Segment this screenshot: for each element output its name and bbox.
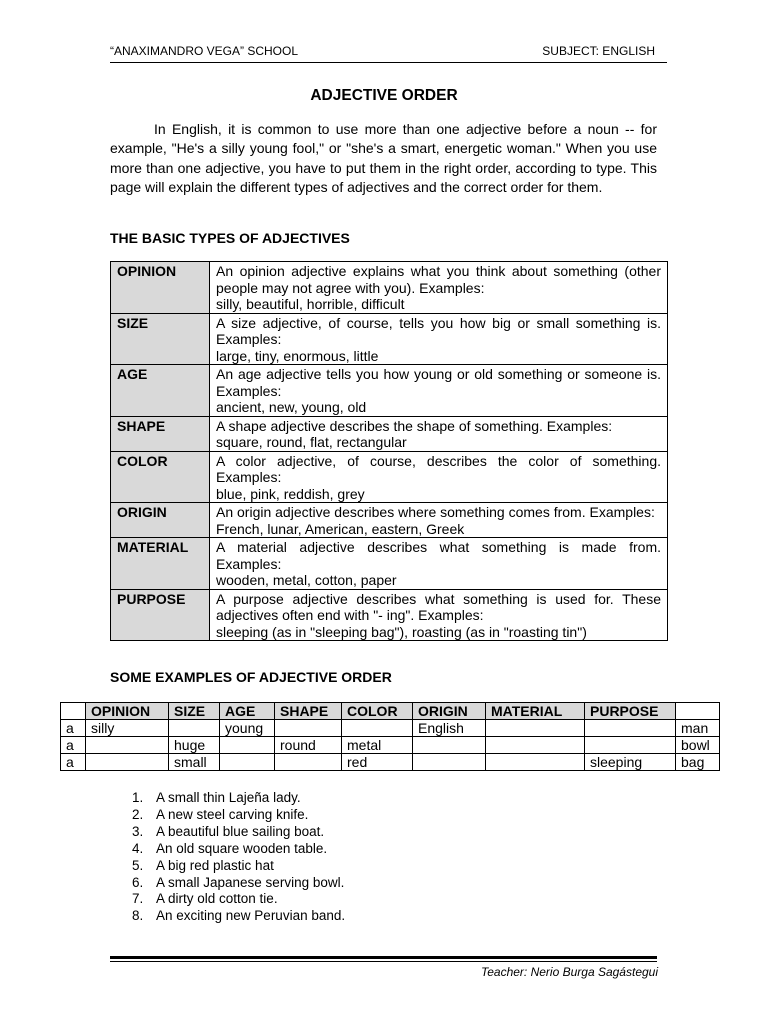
type-name: PURPOSE (111, 589, 210, 641)
type-name: SHAPE (111, 416, 210, 451)
table-cell (342, 720, 413, 737)
item-number: 1. (132, 790, 144, 805)
intro-paragraph (110, 120, 657, 198)
table-row (111, 416, 668, 451)
table-row (61, 720, 720, 737)
item-number: 2. (132, 806, 144, 822)
item-text: An old square wooden table. (156, 840, 328, 856)
table-row (111, 503, 668, 538)
table-row (61, 754, 720, 771)
table-row (111, 262, 668, 314)
type-desc-text: A size adjective, of course, tells you how big or small something is. Examples: (216, 314, 661, 347)
table-cell (275, 720, 342, 737)
column-header: SHAPE (275, 703, 342, 720)
column-header: SIZE (169, 703, 220, 720)
type-name: OPINION (111, 262, 210, 314)
table-cell: a (61, 737, 86, 754)
item-text: A beautiful blue sailing boat. (156, 823, 325, 839)
table-cell: huge (169, 737, 220, 754)
footer-rule (110, 956, 657, 959)
type-desc-text: A color adjective, of course, describes the color of something. Examples: (216, 452, 661, 485)
table-cell (486, 754, 585, 771)
subject-label: SUBJECT: ENGLISH (542, 44, 655, 58)
column-header: COLOR (342, 703, 413, 720)
type-name: COLOR (111, 451, 210, 503)
type-description (210, 416, 668, 451)
teacher-name: Teacher: Nerio Burga Sagástegui (481, 965, 658, 979)
item-number: 7. (132, 891, 144, 907)
column-header: ORIGIN (413, 703, 486, 720)
type-description (210, 503, 668, 538)
type-examples: silly, beautiful, horrible, difficult (216, 296, 405, 312)
table-cell (486, 737, 585, 754)
type-name: MATERIAL (111, 538, 210, 590)
item-number: 3. (132, 823, 144, 839)
table-row (111, 589, 668, 641)
list-item (132, 875, 345, 892)
item-text: A small Japanese serving bowl. (156, 874, 345, 890)
type-description (210, 313, 668, 365)
type-name: SIZE (111, 313, 210, 365)
column-header (61, 703, 86, 720)
table-cell: a (61, 720, 86, 737)
type-examples: ancient, new, young, old (216, 399, 367, 415)
table-cell (413, 737, 486, 754)
list-item (132, 790, 345, 807)
item-number: 8. (132, 908, 144, 924)
column-header: PURPOSE (585, 703, 676, 720)
basic-types-heading: THE BASIC TYPES OF ADJECTIVES (110, 230, 350, 246)
table-cell (86, 754, 169, 771)
item-text: A dirty old cotton tie. (156, 891, 278, 907)
table-row (111, 538, 668, 590)
table-cell: small (169, 754, 220, 771)
table-cell: metal (342, 737, 413, 754)
table-cell: a (61, 754, 86, 771)
table-cell: bag (676, 754, 720, 771)
table-header-row (61, 703, 720, 720)
table-cell: round (275, 737, 342, 754)
item-text: An exciting new Peruvian band. (156, 908, 346, 924)
list-item (132, 807, 345, 824)
table-cell: bowl (676, 737, 720, 754)
adjective-order-examples-table (60, 702, 720, 771)
column-header: OPINION (86, 703, 169, 720)
type-desc-text: A material adjective describes what something is made from. Examples: (216, 539, 661, 572)
exercise-list (132, 790, 345, 925)
list-item (132, 858, 345, 875)
school-name: “ANAXIMANDRO VEGA” SCHOOL (110, 44, 299, 58)
examples-heading: SOME EXAMPLES OF ADJECTIVE ORDER (110, 669, 392, 685)
table-row (111, 451, 668, 503)
type-description (210, 589, 668, 641)
table-cell (275, 754, 342, 771)
table-cell (86, 737, 169, 754)
page-title: ADJECTIVE ORDER (310, 87, 458, 104)
list-item (132, 841, 345, 858)
table-cell (169, 720, 220, 737)
type-name: ORIGIN (111, 503, 210, 538)
type-desc-text: A purpose adjective describes what something is used for. These adjectives often end with "- ing". Examples: (216, 590, 661, 623)
type-description (210, 538, 668, 590)
type-examples: blue, pink, reddish, grey (216, 485, 365, 502)
table-cell (486, 720, 585, 737)
table-cell: young (220, 720, 275, 737)
table-cell (220, 737, 275, 754)
table-cell (585, 720, 676, 737)
header-rule (110, 62, 667, 63)
column-header: MATERIAL (486, 703, 585, 720)
table-cell (220, 754, 275, 771)
type-desc-text: An age adjective tells you how young or old something or someone is. Examples: (216, 366, 661, 399)
item-number: 5. (132, 857, 144, 873)
table-cell (413, 754, 486, 771)
list-item (132, 891, 345, 908)
table-cell: silly (86, 720, 169, 737)
list-item (132, 824, 345, 841)
table-row (111, 365, 668, 417)
list-item (132, 908, 345, 925)
type-examples: large, tiny, enormous, little (216, 347, 379, 364)
table-row (61, 737, 720, 754)
item-number: 4. (132, 840, 144, 856)
column-header: AGE (220, 703, 275, 720)
type-desc-text: A shape adjective describes the shape of something. Examples: (216, 417, 613, 434)
type-name: AGE (111, 365, 210, 417)
table-cell: man (676, 720, 720, 737)
footer-rule-thin (110, 961, 657, 962)
type-examples: French, lunar, American, eastern, Greek (216, 520, 465, 537)
type-description (210, 451, 668, 503)
adjective-types-table (110, 261, 668, 641)
item-text: A new steel carving knife. (156, 806, 309, 822)
type-examples: wooden, metal, cotton, paper (216, 572, 397, 588)
intro-text: In English, it is common to use more than one adjective before a noun -- for example, "He's a silly young fool," or "she's a smart, energetic woman." When you use more than one adjective, you have to put them in the right order, according to type. This page will explain the different types of adjectives and the correct order for them. (110, 121, 657, 196)
table-row (111, 313, 668, 365)
item-text: A small thin Lajeña lady. (156, 790, 301, 805)
type-description (210, 262, 668, 314)
item-text: A big red plastic hat (156, 857, 274, 873)
type-desc-text: An origin adjective describes where something comes from. Examples: (216, 504, 655, 520)
type-examples: sleeping (as in "sleeping bag"), roasting (as in "roasting tin") (216, 623, 587, 640)
type-desc-text: An opinion adjective explains what you think about something (other people may not agree with you). Examples: (216, 263, 661, 296)
table-cell (585, 737, 676, 754)
table-cell: red (342, 754, 413, 771)
column-header (676, 703, 720, 720)
type-description (210, 365, 668, 417)
table-cell: English (413, 720, 486, 737)
item-number: 6. (132, 874, 144, 890)
type-examples: square, round, flat, rectangular (216, 434, 407, 450)
table-cell: sleeping (585, 754, 676, 771)
